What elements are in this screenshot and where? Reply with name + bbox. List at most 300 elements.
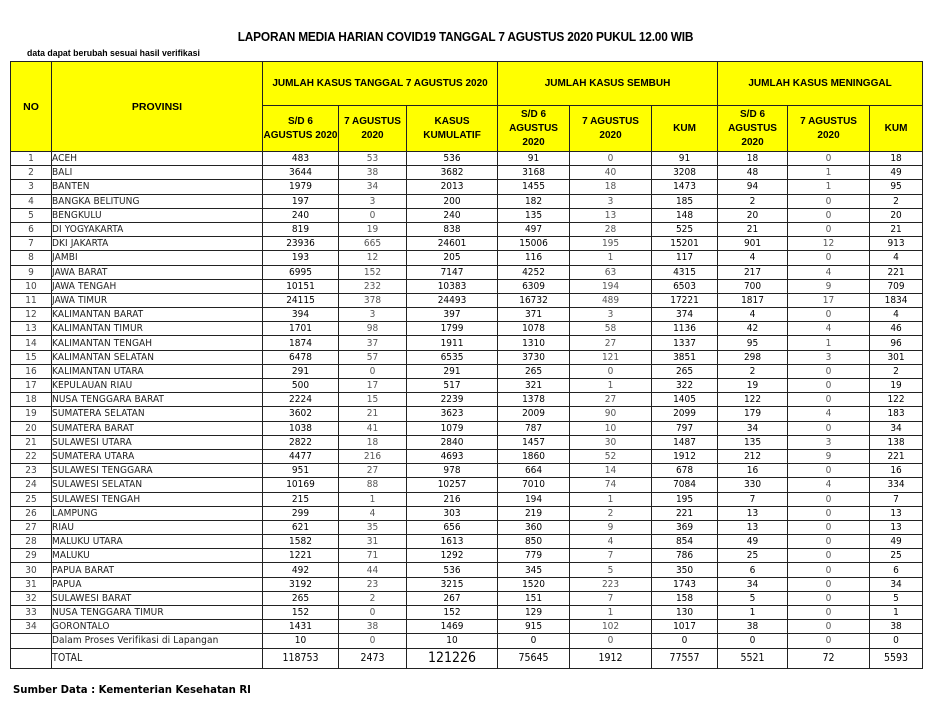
cell-provinsi: NUSA TENGGARA TIMUR (52, 606, 263, 620)
cell-sembuh-kum: 0 (652, 634, 718, 648)
table-row (11, 478, 923, 492)
cell-sembuh-kum: 17221 (652, 293, 718, 307)
cell-kasus-kumulatif: 1911 (407, 336, 498, 350)
cell-sembuh-7ag: 3 (570, 308, 652, 322)
table-row (11, 379, 923, 393)
cell-kasus-7ag: 12 (339, 251, 407, 265)
table-row (11, 308, 923, 322)
cell-no: 23 (11, 464, 52, 478)
cell-meninggal-sd6: 217 (718, 265, 788, 279)
cell-meninggal-kum: 13 (870, 520, 923, 534)
cell-meninggal-7ag: 0 (788, 606, 870, 620)
cell-kasus-kumulatif: 2239 (407, 393, 498, 407)
table-row (11, 350, 923, 364)
cell-meninggal-sd6: 6 (718, 563, 788, 577)
cell-meninggal-kum: 221 (870, 265, 923, 279)
cell-meninggal-kum: 7 (870, 492, 923, 506)
total-kasus-7ag: 2473 (339, 648, 407, 668)
cell-sembuh-kum: 1337 (652, 336, 718, 350)
cell-provinsi: SULAWESI TENGAH (52, 492, 263, 506)
table-row (11, 464, 923, 478)
total-sembuh-sd6: 75645 (498, 648, 570, 668)
cell-sembuh-kum: 91 (652, 152, 718, 166)
cell-kasus-7ag: 4 (339, 506, 407, 520)
cell-sembuh-sd6: 194 (498, 492, 570, 506)
header-meninggal-kum: KUM (870, 106, 923, 152)
cell-sembuh-kum: 797 (652, 421, 718, 435)
cell-meninggal-7ag: 4 (788, 407, 870, 421)
cell-no: 29 (11, 549, 52, 563)
cell-no: 13 (11, 322, 52, 336)
cell-sembuh-kum: 374 (652, 308, 718, 322)
cell-kasus-7ag: 0 (339, 208, 407, 222)
cell-meninggal-sd6: 179 (718, 407, 788, 421)
cell-sembuh-kum: 369 (652, 520, 718, 534)
cell-sembuh-7ag: 0 (570, 634, 652, 648)
cell-sembuh-7ag: 58 (570, 322, 652, 336)
cell-meninggal-sd6: 1 (718, 606, 788, 620)
cell-meninggal-sd6: 25 (718, 549, 788, 563)
cell-kasus-sd6: 1038 (263, 421, 339, 435)
cell-sembuh-7ag: 18 (570, 180, 652, 194)
cell-meninggal-7ag: 0 (788, 152, 870, 166)
header-no: NO (11, 62, 52, 152)
cell-sembuh-7ag: 1 (570, 379, 652, 393)
cell-meninggal-sd6: 330 (718, 478, 788, 492)
cell-meninggal-sd6: 135 (718, 435, 788, 449)
cell-meninggal-7ag: 0 (788, 520, 870, 534)
cell-meninggal-7ag: 4 (788, 265, 870, 279)
cell-meninggal-kum: 6 (870, 563, 923, 577)
cell-kasus-7ag: 71 (339, 549, 407, 563)
cell-provinsi: JAWA BARAT (52, 265, 263, 279)
cell-kasus-kumulatif: 517 (407, 379, 498, 393)
header-group-kasus: JUMLAH KASUS TANGGAL 7 AGUSTUS 2020 (263, 62, 498, 106)
cell-kasus-7ag: 0 (339, 364, 407, 378)
cell-kasus-7ag: 3 (339, 194, 407, 208)
header-meninggal-sd6: S/D 6 AGUSTUS 2020 (718, 106, 788, 152)
cell-sembuh-kum: 2099 (652, 407, 718, 421)
cell-no: 30 (11, 563, 52, 577)
cell-meninggal-7ag: 0 (788, 251, 870, 265)
cell-meninggal-7ag: 3 (788, 435, 870, 449)
cell-sembuh-kum: 265 (652, 364, 718, 378)
cell-sembuh-sd6: 371 (498, 308, 570, 322)
cell-provinsi: BENGKULU (52, 208, 263, 222)
cell-meninggal-7ag: 0 (788, 577, 870, 591)
cell-kasus-7ag: 152 (339, 265, 407, 279)
cell-kasus-7ag: 34 (339, 180, 407, 194)
cell-provinsi: LAMPUNG (52, 506, 263, 520)
cell-meninggal-kum: 1834 (870, 293, 923, 307)
cell-provinsi: NUSA TENGGARA BARAT (52, 393, 263, 407)
table-row (11, 421, 923, 435)
cell-sembuh-7ag: 9 (570, 520, 652, 534)
cell-kasus-kumulatif: 536 (407, 152, 498, 166)
cell-meninggal-sd6: 13 (718, 506, 788, 520)
cell-sembuh-kum: 678 (652, 464, 718, 478)
cell-meninggal-sd6: 95 (718, 336, 788, 350)
header-group-sembuh: JUMLAH KASUS SEMBUH (498, 62, 718, 106)
cell-kasus-sd6: 951 (263, 464, 339, 478)
cell-kasus-7ag: 232 (339, 279, 407, 293)
cell-sembuh-kum: 854 (652, 535, 718, 549)
table-row (11, 549, 923, 563)
cell-sembuh-kum: 1473 (652, 180, 718, 194)
cell-kasus-sd6: 193 (263, 251, 339, 265)
cell-provinsi: JAMBI (52, 251, 263, 265)
cell-meninggal-sd6: 122 (718, 393, 788, 407)
cell-meninggal-sd6: 0 (718, 634, 788, 648)
cell-no: 18 (11, 393, 52, 407)
cell-sembuh-sd6: 360 (498, 520, 570, 534)
cell-sembuh-7ag: 1 (570, 606, 652, 620)
table-row (11, 435, 923, 449)
cell-kasus-sd6: 3602 (263, 407, 339, 421)
cell-kasus-sd6: 4477 (263, 449, 339, 463)
table-row (11, 449, 923, 463)
cell-sembuh-kum: 4315 (652, 265, 718, 279)
cell-meninggal-7ag: 0 (788, 379, 870, 393)
cell-provinsi: GORONTALO (52, 620, 263, 634)
cell-meninggal-7ag: 1 (788, 180, 870, 194)
cell-meninggal-kum: 18 (870, 152, 923, 166)
cell-kasus-kumulatif: 303 (407, 506, 498, 520)
cell-meninggal-7ag: 0 (788, 208, 870, 222)
cell-kasus-kumulatif: 1799 (407, 322, 498, 336)
cell-sembuh-7ag: 194 (570, 279, 652, 293)
cell-kasus-7ag: 37 (339, 336, 407, 350)
cell-provinsi: SUMATERA BARAT (52, 421, 263, 435)
cell-meninggal-kum: 2 (870, 364, 923, 378)
cell-meninggal-kum: 21 (870, 222, 923, 236)
cell-meninggal-kum: 709 (870, 279, 923, 293)
cell-kasus-sd6: 291 (263, 364, 339, 378)
cell-sembuh-7ag: 74 (570, 478, 652, 492)
total-meninggal-sd6: 5521 (718, 648, 788, 668)
cell-sembuh-7ag: 121 (570, 350, 652, 364)
cell-provinsi: SULAWESI TENGGARA (52, 464, 263, 478)
cell-sembuh-sd6: 15006 (498, 237, 570, 251)
cell-kasus-sd6: 1701 (263, 322, 339, 336)
cell-provinsi: KALIMANTAN BARAT (52, 308, 263, 322)
cell-meninggal-sd6: 34 (718, 577, 788, 591)
cell-sembuh-kum: 350 (652, 563, 718, 577)
cell-kasus-sd6: 6995 (263, 265, 339, 279)
cell-meninggal-7ag: 0 (788, 591, 870, 605)
cell-sembuh-sd6: 3730 (498, 350, 570, 364)
cell-sembuh-7ag: 28 (570, 222, 652, 236)
header-group-meninggal: JUMLAH KASUS MENINGGAL (718, 62, 923, 106)
cell-kasus-sd6: 2822 (263, 435, 339, 449)
cell-meninggal-7ag: 0 (788, 222, 870, 236)
cell-kasus-sd6: 394 (263, 308, 339, 322)
cell-kasus-kumulatif: 397 (407, 308, 498, 322)
header-kasus-kumulatif: KASUS KUMULATIF (407, 106, 498, 152)
cell-meninggal-sd6: 1817 (718, 293, 788, 307)
cell-no: 19 (11, 407, 52, 421)
cell-kasus-kumulatif: 6535 (407, 350, 498, 364)
cell-kasus-7ag: 1 (339, 492, 407, 506)
cell-no (11, 634, 52, 648)
cell-sembuh-kum: 15201 (652, 237, 718, 251)
cell-sembuh-kum: 1017 (652, 620, 718, 634)
cell-kasus-kumulatif: 838 (407, 222, 498, 236)
cell-kasus-sd6: 500 (263, 379, 339, 393)
cell-sembuh-sd6: 129 (498, 606, 570, 620)
cell-meninggal-kum: 38 (870, 620, 923, 634)
cell-meninggal-7ag: 0 (788, 563, 870, 577)
table-row (11, 293, 923, 307)
cell-sembuh-7ag: 63 (570, 265, 652, 279)
cell-meninggal-sd6: 4 (718, 308, 788, 322)
cell-kasus-7ag: 18 (339, 435, 407, 449)
cell-no: 1 (11, 152, 52, 166)
cell-sembuh-kum: 1912 (652, 449, 718, 463)
cell-provinsi: KALIMANTAN TENGAH (52, 336, 263, 350)
cell-no: 22 (11, 449, 52, 463)
cell-sembuh-7ag: 0 (570, 152, 652, 166)
cell-sembuh-kum: 117 (652, 251, 718, 265)
cell-sembuh-kum: 1487 (652, 435, 718, 449)
cell-kasus-7ag: 0 (339, 634, 407, 648)
cell-no: 8 (11, 251, 52, 265)
cell-meninggal-kum: 25 (870, 549, 923, 563)
cell-kasus-7ag: 2 (339, 591, 407, 605)
cell-no: 25 (11, 492, 52, 506)
cell-sembuh-sd6: 1455 (498, 180, 570, 194)
cell-meninggal-7ag: 0 (788, 364, 870, 378)
cell-sembuh-7ag: 3 (570, 194, 652, 208)
cell-kasus-sd6: 215 (263, 492, 339, 506)
cell-kasus-7ag: 21 (339, 407, 407, 421)
cell-sembuh-kum: 6503 (652, 279, 718, 293)
cell-sembuh-7ag: 1 (570, 492, 652, 506)
cell-meninggal-7ag: 12 (788, 237, 870, 251)
cell-kasus-7ag: 41 (339, 421, 407, 435)
table-row (11, 364, 923, 378)
cell-meninggal-sd6: 20 (718, 208, 788, 222)
cell-no: 3 (11, 180, 52, 194)
cell-no: 27 (11, 520, 52, 534)
cell-meninggal-7ag: 0 (788, 464, 870, 478)
cell-no: 26 (11, 506, 52, 520)
data-source: Sumber Data : Kementerian Kesehatan RI (13, 683, 251, 696)
cell-kasus-sd6: 1221 (263, 549, 339, 563)
cell-sembuh-sd6: 91 (498, 152, 570, 166)
cell-kasus-kumulatif: 978 (407, 464, 498, 478)
cell-kasus-7ag: 665 (339, 237, 407, 251)
cell-no: 14 (11, 336, 52, 350)
cell-kasus-7ag: 31 (339, 535, 407, 549)
cell-meninggal-kum: 16 (870, 464, 923, 478)
cell-sembuh-kum: 130 (652, 606, 718, 620)
cell-sembuh-sd6: 135 (498, 208, 570, 222)
cell-sembuh-sd6: 787 (498, 421, 570, 435)
table-row (11, 577, 923, 591)
table-row (11, 166, 923, 180)
report-title: LAPORAN MEDIA HARIAN COVID19 TANGGAL 7 AGUSTUS 2020 PUKUL 12.00 WIB (237, 30, 694, 44)
cell-provinsi: KALIMANTAN UTARA (52, 364, 263, 378)
cell-sembuh-kum: 1136 (652, 322, 718, 336)
cell-sembuh-7ag: 4 (570, 535, 652, 549)
cell-meninggal-sd6: 298 (718, 350, 788, 364)
cell-sembuh-sd6: 116 (498, 251, 570, 265)
cell-kasus-sd6: 819 (263, 222, 339, 236)
cell-meninggal-sd6: 212 (718, 449, 788, 463)
header-group-row (11, 62, 923, 106)
cell-sembuh-kum: 1743 (652, 577, 718, 591)
cell-kasus-7ag: 17 (339, 379, 407, 393)
cell-meninggal-7ag: 0 (788, 421, 870, 435)
cell-meninggal-kum: 95 (870, 180, 923, 194)
cell-sembuh-7ag: 489 (570, 293, 652, 307)
table-row (11, 322, 923, 336)
table-row (11, 222, 923, 236)
cell-kasus-sd6: 3644 (263, 166, 339, 180)
cell-sembuh-sd6: 6309 (498, 279, 570, 293)
cell-sembuh-sd6: 4252 (498, 265, 570, 279)
cell-kasus-kumulatif: 656 (407, 520, 498, 534)
cell-kasus-7ag: 35 (339, 520, 407, 534)
cell-sembuh-sd6: 219 (498, 506, 570, 520)
cell-meninggal-kum: 5 (870, 591, 923, 605)
cell-provinsi: KALIMANTAN TIMUR (52, 322, 263, 336)
cell-provinsi: Dalam Proses Verifikasi di Lapangan (52, 634, 263, 648)
cell-no: 33 (11, 606, 52, 620)
cell-sembuh-kum: 7084 (652, 478, 718, 492)
cell-kasus-sd6: 10 (263, 634, 339, 648)
cell-meninggal-kum: 4 (870, 251, 923, 265)
cell-sembuh-7ag: 102 (570, 620, 652, 634)
cell-kasus-sd6: 299 (263, 506, 339, 520)
cell-sembuh-7ag: 2 (570, 506, 652, 520)
cell-kasus-7ag: 0 (339, 606, 407, 620)
cell-meninggal-kum: 49 (870, 535, 923, 549)
cell-kasus-kumulatif: 24601 (407, 237, 498, 251)
cell-meninggal-kum: 301 (870, 350, 923, 364)
cell-sembuh-sd6: 779 (498, 549, 570, 563)
cell-no: 31 (11, 577, 52, 591)
cell-kasus-sd6: 492 (263, 563, 339, 577)
cell-no: 2 (11, 166, 52, 180)
cell-meninggal-sd6: 49 (718, 535, 788, 549)
cell-sembuh-sd6: 151 (498, 591, 570, 605)
cell-sembuh-7ag: 10 (570, 421, 652, 435)
table-row (11, 407, 923, 421)
cell-meninggal-7ag: 4 (788, 478, 870, 492)
cell-no: 4 (11, 194, 52, 208)
cell-kasus-kumulatif: 10383 (407, 279, 498, 293)
cell-sembuh-7ag: 195 (570, 237, 652, 251)
cell-sembuh-sd6: 1078 (498, 322, 570, 336)
table-row (11, 520, 923, 534)
table-row (11, 591, 923, 605)
cell-provinsi: BANGKA BELITUNG (52, 194, 263, 208)
cell-meninggal-7ag: 0 (788, 194, 870, 208)
cell-sembuh-sd6: 265 (498, 364, 570, 378)
cell-sembuh-7ag: 7 (570, 549, 652, 563)
cell-kasus-sd6: 10169 (263, 478, 339, 492)
cell-kasus-7ag: 38 (339, 620, 407, 634)
cell-meninggal-7ag: 9 (788, 449, 870, 463)
cell-meninggal-7ag: 0 (788, 634, 870, 648)
cell-meninggal-sd6: 21 (718, 222, 788, 236)
cell-sembuh-sd6: 915 (498, 620, 570, 634)
cell-kasus-7ag: 88 (339, 478, 407, 492)
cell-meninggal-kum: 138 (870, 435, 923, 449)
cell-kasus-kumulatif: 3682 (407, 166, 498, 180)
cell-provinsi: MALUKU UTARA (52, 535, 263, 549)
cell-provinsi: SUMATERA UTARA (52, 449, 263, 463)
cell-kasus-kumulatif: 2840 (407, 435, 498, 449)
cell-sembuh-kum: 148 (652, 208, 718, 222)
cell-kasus-kumulatif: 152 (407, 606, 498, 620)
cell-meninggal-kum: 34 (870, 421, 923, 435)
cell-sembuh-sd6: 321 (498, 379, 570, 393)
cell-sembuh-kum: 185 (652, 194, 718, 208)
cell-kasus-sd6: 1874 (263, 336, 339, 350)
cell-sembuh-sd6: 3168 (498, 166, 570, 180)
cell-sembuh-kum: 3851 (652, 350, 718, 364)
cell-sembuh-7ag: 1 (570, 251, 652, 265)
cell-kasus-7ag: 216 (339, 449, 407, 463)
table-row (11, 265, 923, 279)
cell-provinsi: SULAWESI SELATAN (52, 478, 263, 492)
covid-report-table (10, 61, 923, 669)
cell-no (11, 648, 52, 668)
cell-sembuh-sd6: 497 (498, 222, 570, 236)
cell-meninggal-sd6: 7 (718, 492, 788, 506)
cell-kasus-kumulatif: 536 (407, 563, 498, 577)
cell-no: 15 (11, 350, 52, 364)
cell-no: 6 (11, 222, 52, 236)
cell-meninggal-7ag: 1 (788, 166, 870, 180)
cell-meninggal-7ag: 0 (788, 506, 870, 520)
cell-meninggal-kum: 13 (870, 506, 923, 520)
cell-kasus-sd6: 152 (263, 606, 339, 620)
cell-sembuh-7ag: 0 (570, 364, 652, 378)
cell-sembuh-kum: 3208 (652, 166, 718, 180)
cell-sembuh-kum: 1405 (652, 393, 718, 407)
cell-kasus-7ag: 3 (339, 308, 407, 322)
cell-sembuh-kum: 322 (652, 379, 718, 393)
cell-meninggal-kum: 221 (870, 449, 923, 463)
cell-kasus-sd6: 10151 (263, 279, 339, 293)
cell-kasus-7ag: 57 (339, 350, 407, 364)
cell-provinsi: BANTEN (52, 180, 263, 194)
cell-provinsi: SULAWESI UTARA (52, 435, 263, 449)
cell-kasus-sd6: 621 (263, 520, 339, 534)
cell-sembuh-7ag: 223 (570, 577, 652, 591)
cell-meninggal-kum: 1 (870, 606, 923, 620)
cell-meninggal-sd6: 94 (718, 180, 788, 194)
table-row (11, 279, 923, 293)
cell-sembuh-sd6: 850 (498, 535, 570, 549)
cell-kasus-7ag: 38 (339, 166, 407, 180)
table-row (11, 194, 923, 208)
cell-sembuh-sd6: 7010 (498, 478, 570, 492)
cell-kasus-kumulatif: 205 (407, 251, 498, 265)
cell-sembuh-7ag: 52 (570, 449, 652, 463)
cell-kasus-7ag: 27 (339, 464, 407, 478)
cell-kasus-kumulatif: 4693 (407, 449, 498, 463)
cell-kasus-kumulatif: 3215 (407, 577, 498, 591)
cell-no: 9 (11, 265, 52, 279)
cell-kasus-kumulatif: 10 (407, 634, 498, 648)
cell-kasus-sd6: 6478 (263, 350, 339, 364)
cell-kasus-kumulatif: 240 (407, 208, 498, 222)
